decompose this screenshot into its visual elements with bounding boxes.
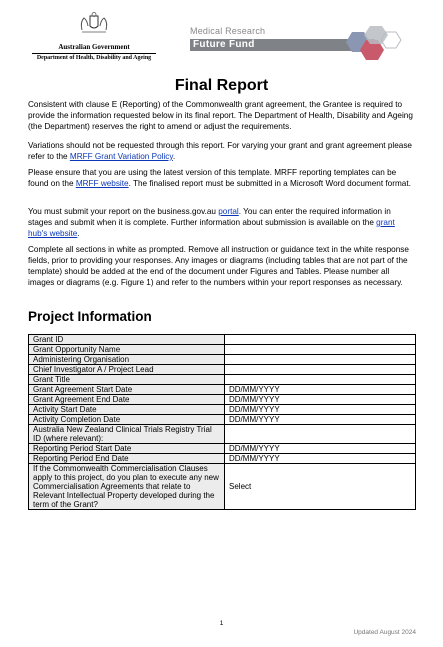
project-information-table — [28, 334, 416, 510]
submission-paragraph — [28, 206, 416, 239]
variations-paragraph — [28, 140, 416, 162]
hexagon-graphic-icon — [340, 26, 420, 62]
table-row — [29, 335, 416, 345]
table-row — [29, 454, 416, 464]
table-row — [29, 425, 416, 444]
row-response-field[interactable] — [225, 365, 416, 375]
p2-end: . — [172, 152, 176, 161]
mrff-logo — [190, 26, 418, 62]
row-label: If the Commonwealth Commercialisation Clauses apply to this project, do you plan to execute any new Commercialisation Agreements that relate to Relevant Intellectual Property developed during the term of the Grant? — [29, 464, 225, 510]
document-title: Final Report — [174, 77, 269, 94]
row-label: Activity Start Date — [29, 405, 225, 415]
australian-government-logo — [28, 12, 160, 70]
template-paragraph — [28, 167, 416, 189]
table-row — [29, 415, 416, 425]
row-label: Grant Agreement Start Date — [29, 385, 225, 395]
row-label: Reporting Period End Date — [29, 454, 225, 464]
row-response-field[interactable] — [225, 345, 416, 355]
row-response-field[interactable] — [225, 425, 416, 444]
table-row — [29, 395, 416, 405]
row-label: Chief Investigator A / Project Lead — [29, 365, 225, 375]
table-row — [29, 375, 416, 385]
row-label: Grant Opportunity Name — [29, 345, 225, 355]
page-number: 1 — [219, 620, 224, 627]
row-response-field[interactable]: DD/MM/YYYY — [225, 385, 416, 395]
coat-of-arms-icon — [74, 12, 114, 36]
row-response-field[interactable]: DD/MM/YYYY — [225, 415, 416, 425]
p4-text: You must submit your report on the business.gov.au — [28, 207, 219, 216]
row-response-field[interactable] — [225, 355, 416, 365]
mrff-line2: Future Fund — [193, 39, 255, 50]
table-row — [29, 355, 416, 365]
instructions-paragraph: Complete all sections in white as prompted. Remove all instruction or guidance text in the white response fields, prior to providing your responses. Any images or diagrams (including tables that are not part of the template) should be added at the end of the document under Figures and Tables. Please number all images or diagrams (e.g. Figure 1) and refer to the numbers within your report responses as necessary. — [28, 245, 409, 287]
grant-hub-link[interactable]: grant hub's website — [28, 218, 395, 238]
department-name: Department of Health, Disability and Ageing — [36, 55, 152, 61]
row-label: Grant Title — [29, 375, 225, 385]
row-response-field[interactable]: Select — [225, 464, 416, 510]
row-response-field[interactable]: DD/MM/YYYY — [225, 444, 416, 454]
row-response-field[interactable] — [225, 375, 416, 385]
updated-date: Updated August 2024 — [353, 629, 416, 636]
p3-text: Please ensure that you are using the latest version of this template. MRFF reporting templates can be found on the — [28, 168, 397, 188]
row-label: Reporting Period Start Date — [29, 444, 225, 454]
mrff-website-link[interactable]: MRFF website — [75, 179, 129, 188]
row-label: Australia New Zealand Clinical Trials Registry Trial ID (where relevant): — [29, 425, 225, 444]
grant-variation-policy-link[interactable]: MRFF Grant Variation Policy — [69, 152, 173, 161]
portal-link[interactable]: portal — [218, 207, 239, 216]
section-title: Project Information — [28, 309, 152, 324]
intro-paragraph: Consistent with clause E (Reporting) of the Commonwealth grant agreement, the Grantee is required to provide the information requested below in its final report. The Department of Health, Disability and Ageing (the Department) reserves the right to amend or adjust the requirements. — [28, 100, 413, 131]
row-response-field[interactable]: DD/MM/YYYY — [225, 405, 416, 415]
p2-text: Variations should not be requested through this report. For varying your grant and grant agreement please refer to the — [28, 141, 412, 161]
row-response-field[interactable] — [225, 335, 416, 345]
document-header — [0, 0, 443, 72]
row-label: Grant ID — [29, 335, 225, 345]
table-row — [29, 345, 416, 355]
table-row — [29, 365, 416, 375]
government-name: Australian Government — [58, 43, 130, 51]
logo-divider — [32, 53, 156, 54]
row-label: Grant Agreement End Date — [29, 395, 225, 405]
row-label: Administering Organisation — [29, 355, 225, 365]
p3-end: . The finalised report must be submitted in a Microsoft Word document format. — [128, 179, 411, 188]
p4-mid: . You can enter the required information in stages and submit when it is complete. Further information about submission is available on the — [28, 207, 391, 227]
p4-end: . — [77, 229, 80, 238]
table-row — [29, 405, 416, 415]
table-row — [29, 444, 416, 454]
row-response-field[interactable]: DD/MM/YYYY — [225, 395, 416, 405]
row-label: Activity Completion Date — [29, 415, 225, 425]
row-response-field[interactable]: DD/MM/YYYY — [225, 454, 416, 464]
mrff-line1: Medical Research — [190, 26, 266, 36]
table-row — [29, 464, 416, 510]
table-row — [29, 385, 416, 395]
